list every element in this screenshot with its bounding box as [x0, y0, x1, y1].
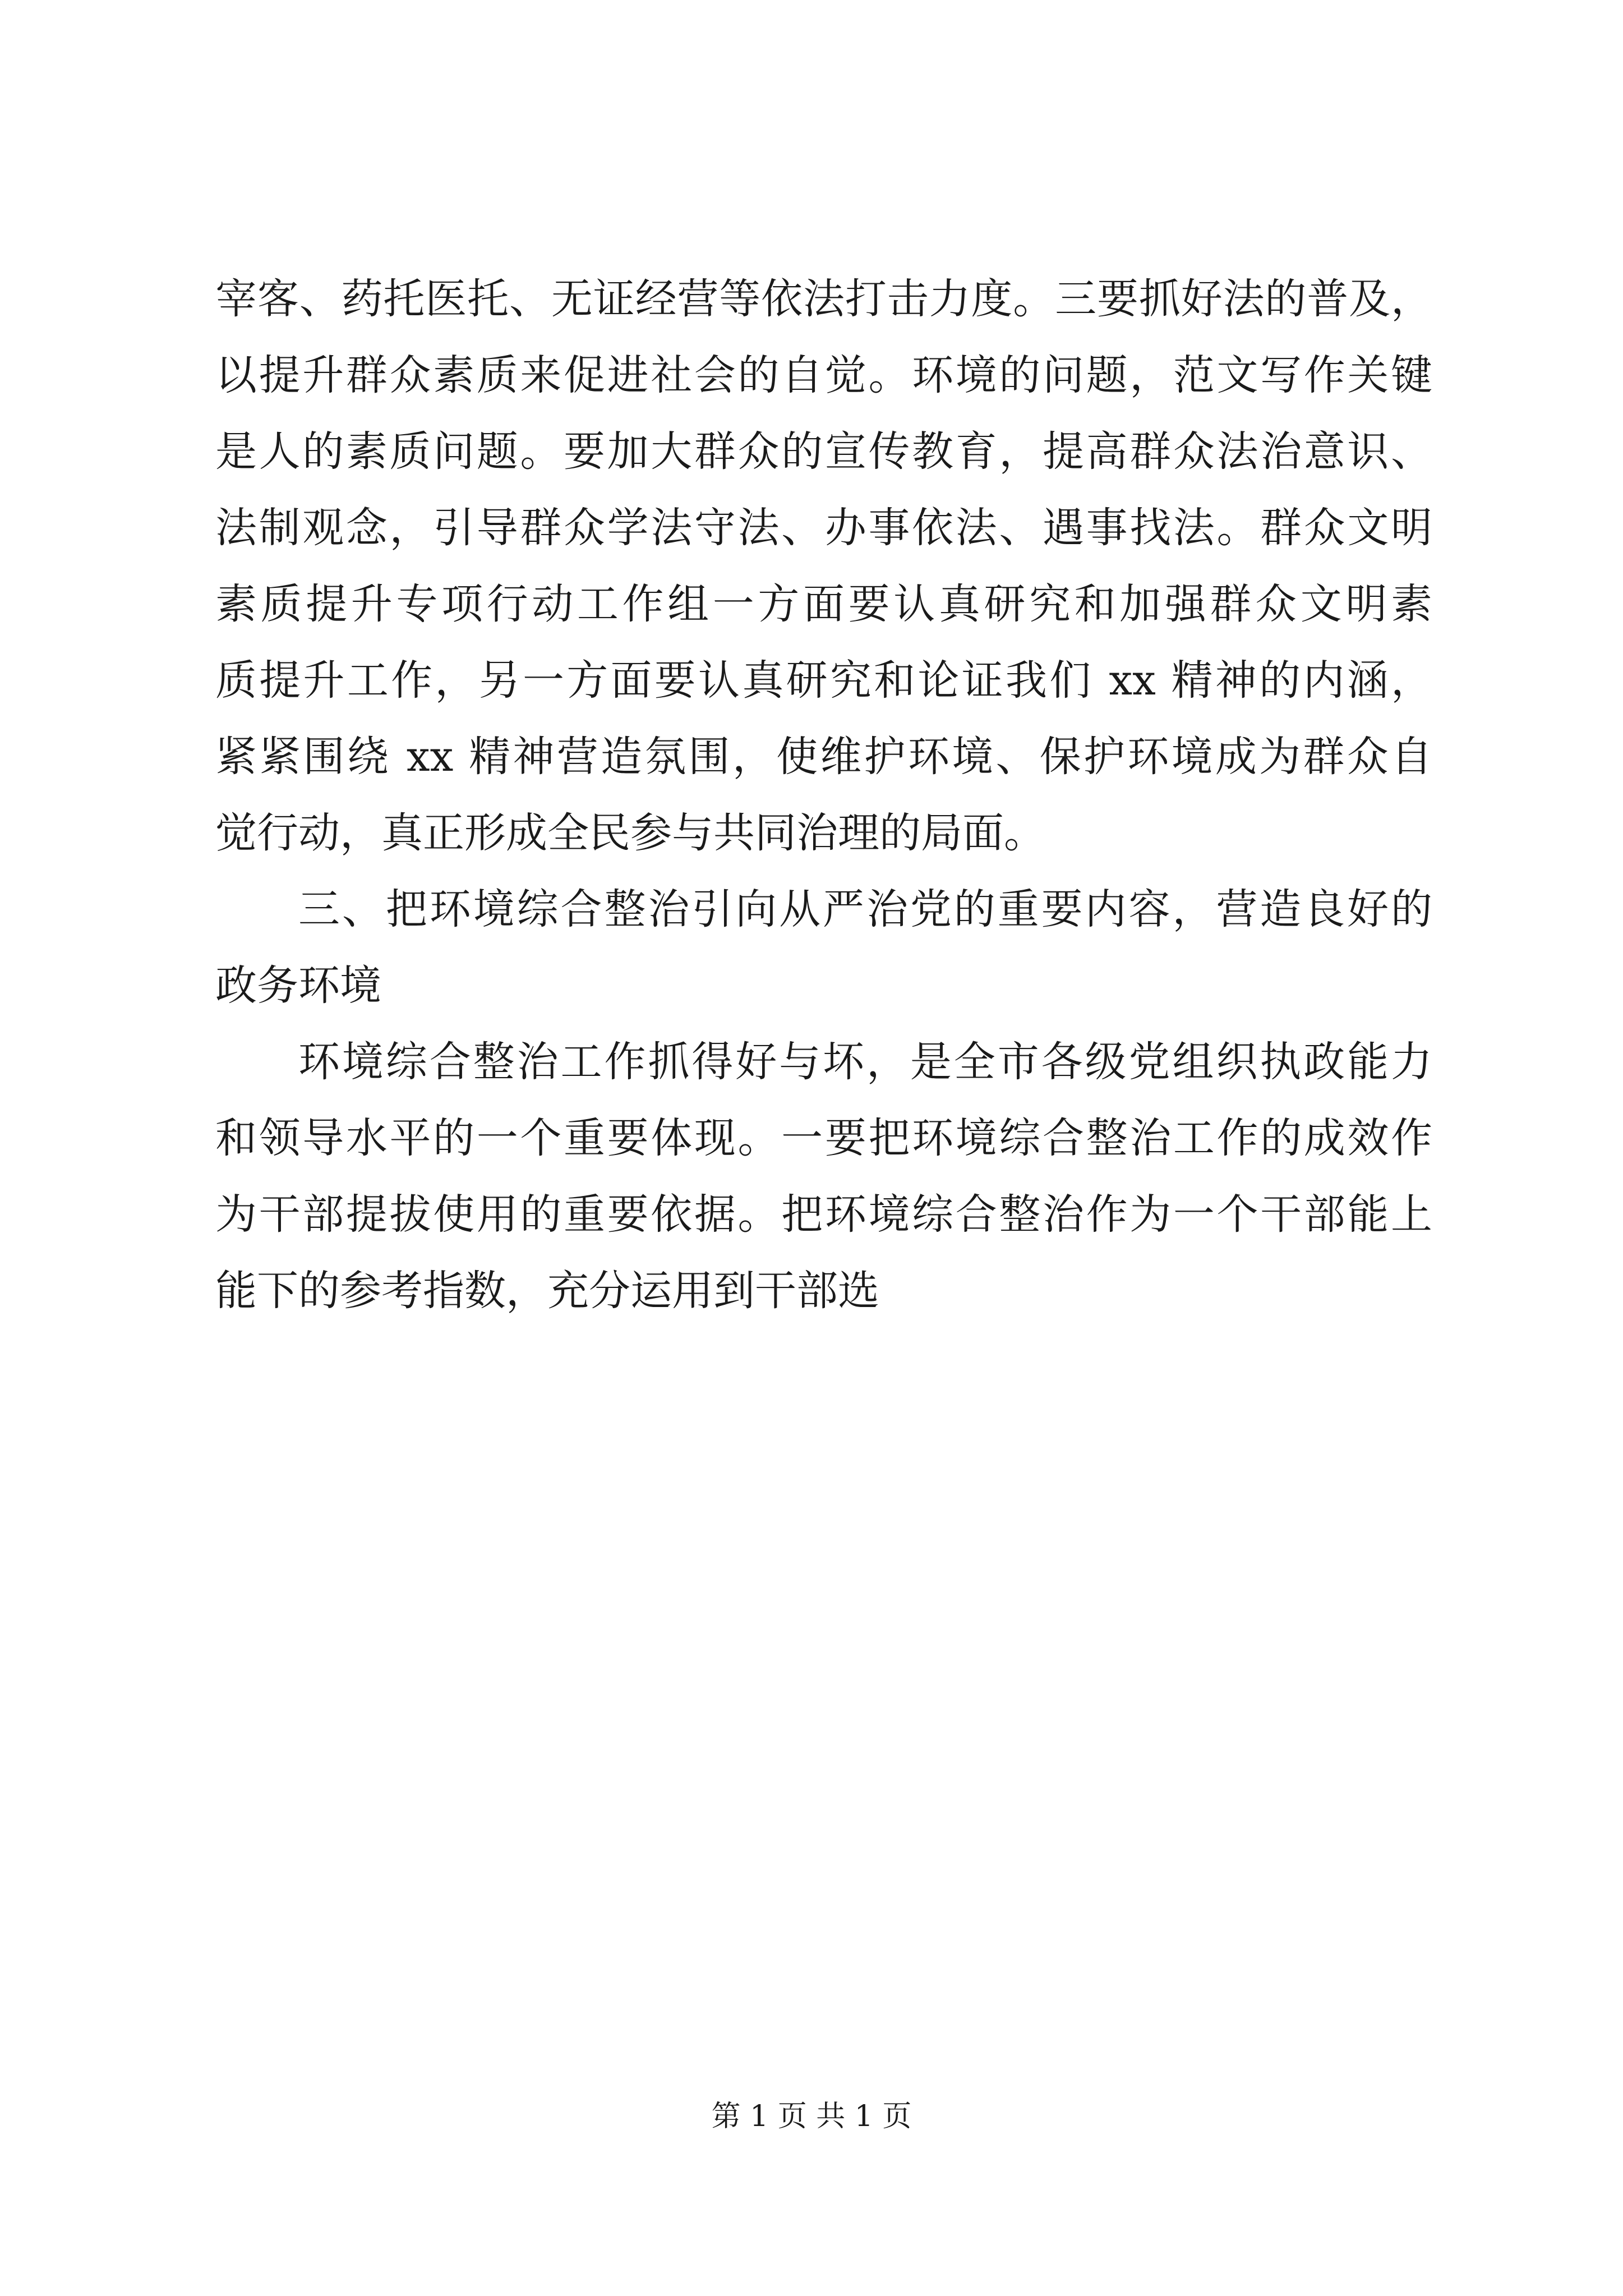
text-line: 能下的参考指数，充分运用到干部选 — [215, 1267, 879, 1315]
text-line: 觉行动，真正形成全民参与共同治理的局面。 — [215, 809, 1045, 857]
paragraph-3 — [215, 1024, 1432, 1329]
paragraph-1 — [215, 261, 1432, 871]
text-line: 是人的素质问题。要加大群众的宣传教育，提高群众法治意识、 — [215, 427, 1432, 476]
text-line: 质提升工作，另一方面要认真研究和论证我们 xx 精神的内涵， — [215, 656, 1432, 705]
text-line: 环境综合整治工作抓得好与坏，是全市各级党组织执政能力 — [298, 1038, 1432, 1086]
page-number-footer: 第 1 页 共 1 页 — [711, 2100, 912, 2133]
text-line: 以提升群众素质来促进社会的自觉。环境的问题，范文写作关键 — [215, 351, 1432, 399]
text-line: 素质提升专项行动工作组一方面要认真研究和加强群众文明素 — [215, 580, 1432, 628]
text-line: 三、把环境综合整治引向从严治党的重要内容，营造良好的 — [298, 885, 1432, 933]
text-line: 政务环境 — [215, 961, 381, 1010]
section-heading — [215, 871, 1432, 1024]
document-body — [215, 261, 1432, 1329]
text-line: 宰客、药托医托、无证经营等依法打击力度。三要抓好法的普及， — [215, 275, 1432, 323]
text-line: 紧紧围绕 xx 精神营造氛围，使维护环境、保护环境成为群众自 — [215, 733, 1432, 781]
text-line: 法制观念，引导群众学法守法、办事依法、遇事找法。群众文明 — [215, 504, 1432, 552]
text-line: 和领导水平的一个重要体现。一要把环境综合整治工作的成效作 — [215, 1114, 1432, 1162]
text-line: 为干部提拔使用的重要依据。把环境综合整治作为一个干部能上 — [215, 1190, 1432, 1239]
